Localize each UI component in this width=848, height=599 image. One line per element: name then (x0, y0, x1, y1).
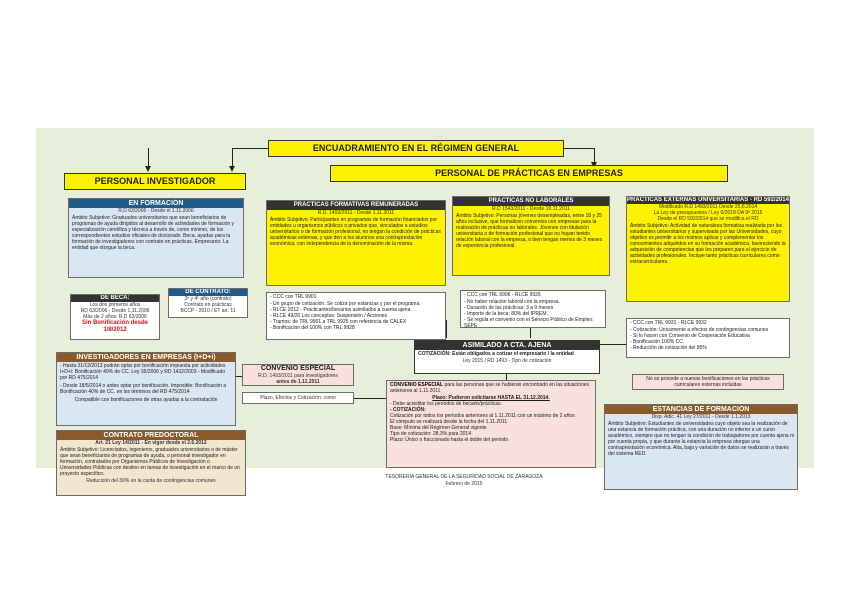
connector-line (446, 320, 447, 338)
practicas-no-laborales-header: PRÁCTICAS NO LABORALES (453, 197, 609, 206)
investigadores-empresas-paragraph: - Desde 18/5/2014 o antes optar por bonificación. Imposible: Bonificación a Bonificación 40% de CC. en los términos del RD 475/2014 (60, 383, 227, 395)
convenio-especial-left-plazo-box (242, 392, 354, 404)
practicas-externas-norma: Modificado R.D 1493/2011 Desde 25.8.2014 (658, 204, 758, 210)
en-formacion-box (68, 198, 244, 278)
connector-line (236, 376, 242, 377)
de-contrato-box (168, 288, 248, 318)
practicas-externas-line: Desde el RD 592/2014 que se modifica el RD (657, 216, 759, 222)
externas-cotizacion-line: - Bonificación 100% CC. (630, 339, 685, 345)
sin-bonificacion-note: Sin Bonificación desde 1/8/2012 (81, 320, 148, 333)
practicas-remuneradas-text: Ámbito Subjetivo: Participantes en programas de formación financiados por entidades u organismos públicos o privados que, vinculados a estudios universitarios o de formación profesional, no tengan la condición de prácticas académicas externas, y que den a los alumnos una contraprestación económica, con independencia de la denominación de la misma. (270, 217, 441, 247)
remuneradas-cotizacion-line: - Tramos: de TRL 9901 a TRL 9925 con referencia de CALEX (270, 319, 407, 325)
convenio-especial-right-line: Plazo: Único o fraccionado hasta el doble del periodo (390, 437, 509, 443)
no-laborales-cotizacion-line: - Importe de la beca: 80% del IPREM. (464, 311, 548, 317)
no-procede-text: No se procede a nuevas bonificaciones en las prácticas curriculares externas incluidas (646, 376, 770, 388)
contrato-predoctoral-box (56, 430, 246, 496)
de-beca-header: DE BECA: (71, 295, 159, 302)
practicas-externas-text: Ámbito Subjetivo: Actividad de naturaleza formativa realizada por los estudiantes universitarios y supervisada por las Universidades, cuyo objetivo es permitir a los mismos aplicar y complementar los conocimientos adquiridos en su formación académica, favoreciendo la adquisición de competencias que les preparen para el ejercicio de actividades profesionales. Incluye tanto prácticas curriculares como extracurriculares. (630, 223, 786, 265)
de-contrato-line: 3º y 4º año (contrato) (184, 296, 232, 302)
convenio-especial-left-box (242, 364, 354, 386)
asimilado-box (414, 340, 600, 374)
estancias-formacion-text: Ámbito Subjetivo: Estudiantes de universidades cuyo objeto sea la realización de una estancia de formación práctica, con una duración no inferior a un curso académico, siempre que no tengan la condición de trabajadores por cuenta ajena ni por cuenta propia, y que durante la estancia la empresa otorgue una contraprestación económica. Alta, baja y variación de datos se realizarán a través del sistema RED. (608, 421, 794, 457)
externas-cotizacion-line: - CCC con TRL 9931 - RLCE 9932 (630, 320, 707, 326)
remuneradas-cotizacion-line: - CCC con TRL 9901 (270, 294, 317, 300)
personal-investigador-title: PERSONAL INVESTIGADOR (64, 173, 246, 190)
convenio-especial-right-plazo: Plazo: Pudieron solicitarse HASTA EL 31.12.2014. (432, 395, 550, 401)
de-beca-line: RD 63/2006 - Desde 1.11.2006 (80, 308, 150, 314)
convenio-especial-left-plazo: Plazo, Efectos y Cotización: como (260, 395, 336, 401)
no-laborales-cotizacion-line: - Se regula el convenio con el Servicio Público de Empleo: SEPE (464, 317, 594, 328)
no-procede-box (632, 374, 784, 390)
no-laborales-cotizacion-line: - Duración de las prácticas: 3 a 9 meses (464, 305, 554, 311)
convenio-especial-right-line: - COTIZACIÓN: (390, 407, 426, 413)
tesoreria-date: Febrero de 2015 (445, 481, 483, 487)
remuneradas-cotizacion-line: - RLCE 2012 - Practicantes/becarios asimilados a cuenta ajena (270, 307, 411, 313)
convenio-especial-right-line: Base: Mínima del Régimen General vigente (390, 425, 487, 431)
contrato-predoctoral-norma: Art. 21 Ley 14/2011 - En vigor desde el 2.6.2012 (95, 440, 207, 446)
externas-cotizacion-line: - Si lo hacen con Convenio de Cooperación Educativa (630, 333, 750, 339)
estancias-formacion-norma: Disp. Adic. 41 Ley 27/2011 - Desde 1.1.2013 (651, 414, 751, 420)
de-beca-line: Los dos primeros años (89, 302, 141, 308)
convenio-especial-right-line: El cómputo se realizará desde la fecha del 1.11.2011 (390, 419, 508, 425)
investigadores-empresas-header: INVESTIGADORES EN EMPRESAS (I+D+i) (57, 353, 235, 362)
convenio-especial-right-title: CONVENIO ESPECIAL (390, 382, 444, 388)
practicas-no-laborales-box (452, 196, 610, 276)
externas-cotizacion-line: - Cotización: Únicamente a efectos de contingencias comunes (630, 327, 769, 333)
no-laborales-cotizacion-line: - CCC con TRL 9906 - RLCE 9926 (464, 292, 541, 298)
main-title: ENCUADRAMIENTO EN EL RÉGIMEN GENERAL (268, 140, 564, 157)
convenio-especial-right-box (386, 380, 596, 468)
en-formacion-norma: R.D 63/2006 - Desde el 1.11.2006 (118, 208, 194, 214)
practicas-externas-line: La Ley de presupuestos / Ley 6/2018 DA 9ª 2015 (653, 210, 763, 216)
estancias-formacion-header: ESTANCIAS DE FORMACIÓN (605, 405, 797, 414)
en-formacion-text: Ámbito Subjetivo: Graduados universitarios que sean beneficiarios de programas de ayuda dirigidos al desarrollo de actividades de formación y especialización científica y técnica a través de, como mínimo, de los correspondientes estudios oficiales de doctorado. Beca, ayudas para la formación de investigadores con contrato en prácticas. Empresario: La entidad que otorgue la beca. (72, 215, 235, 251)
tesoreria-label: TESORERÍA GENERAL DE LA SEGURIDAD SOCIAL DE ZARAGOZA (385, 474, 543, 480)
remuneradas-cotizacion-line: - Bonificación del 100% con TRL 9928 (270, 325, 355, 331)
connector-line (232, 148, 268, 149)
connector-line (564, 148, 594, 149)
no-laborales-cotizacion-line: - No haber relación laboral con la empresa. (464, 299, 560, 305)
practicas-no-laborales-cotizacion-box (460, 290, 606, 328)
practicas-no-laborales-text: Ámbito Subjetivo: Personas jóvenes desempleadas, entre 18 y 25 años inclusive, que formalicen convenios con empresas para la realización de prácticas no laborales. Jóvenes con titulación universitaria o de formación profesional que no hayan tenido relación laboral con la empresa, o bien tengan menos de 3 meses de experiencia profesional. (456, 213, 603, 249)
connector-line (232, 148, 233, 168)
de-contrato-line: Contrato en prácticas (184, 302, 232, 308)
de-beca-box (70, 294, 160, 340)
connector-line (148, 148, 149, 168)
de-contrato-line: BCCP - 2010 / ET art. 11 (180, 308, 236, 314)
asimilado-line: Ley 2015 / RD 1493 - Tipo de cotización (462, 358, 552, 364)
estancias-formacion-box (604, 404, 798, 490)
personal-practicas-title: PERSONAL DE PRÁCTICAS EN EMPRESAS (330, 165, 728, 182)
practicas-externas-cotizacion-box (626, 318, 790, 358)
practicas-remuneradas-box (266, 200, 446, 286)
convenio-especial-left-line: antes de 1.11.2011 (276, 379, 320, 385)
practicas-remuneradas-norma: R.D. 1493/2011 - Desde 1.11.2011 (317, 210, 395, 216)
investigadores-empresas-box (56, 352, 236, 426)
contrato-predoctoral-footer: Reducción del 30% en la cuota de contingencias comunes (86, 478, 216, 484)
asimilado-line: COTIZACIÓN: Están obligados a cotizar el empresario / la entidad (418, 351, 574, 357)
practicas-remuneradas-header: PRÁCTICAS FORMATIVAS REMUNERADAS (267, 201, 445, 210)
convenio-especial-right-line: - Debe acreditar los períodos de becario/prácticas. (390, 401, 503, 407)
convenio-especial-right-intro: para las personas que se hubieran encontrado en las situaciones anteriores al 1.11.2011 (390, 382, 590, 394)
convenio-especial-left-line: R.D. 1493/2011 para investigadores (258, 373, 338, 379)
connector-line (354, 398, 386, 399)
convenio-especial-left-title: CONVENIO ESPECIAL (260, 365, 336, 372)
practicas-externas-box (626, 196, 790, 302)
externas-cotizacion-line: - Reducción de cotización del 95% (630, 345, 707, 351)
asimilado-header: ASIMILADO A CTA. AJENA (415, 341, 599, 350)
remuneradas-cotizacion-line: - RLCE 49/20 Los conceptos: Suspensión / Acciones (270, 313, 388, 319)
arrow-down-icon (229, 166, 235, 172)
connector-line (600, 344, 626, 345)
convenio-especial-right-line: Cotización por todos los períodos anteriores al 1.11.2011 con un máximo de 2 años (390, 413, 575, 419)
practicas-externas-header: PRÁCTICAS EXTERNAS UNIVERSITARIAS - RD 592/2014 (627, 197, 789, 203)
arrow-down-icon (145, 166, 151, 172)
en-formacion-header: EN FORMACIÓN (69, 199, 243, 208)
de-contrato-header: DE CONTRATO: (169, 289, 247, 296)
convenio-especial-right-line: Tipo de cotización: 28,3% para 2014 (390, 431, 471, 437)
connector-line (530, 328, 531, 338)
investigadores-empresas-paragraph: Compatible con bonificaciones de otras ayudas a la contratación (74, 397, 218, 403)
contrato-predoctoral-text: Ámbito Subjetivo: Licenciados, ingenieros, graduados universitarios o de máster que sean beneficiarios de programas de ayuda, o personal investigador en formación, contratados por Organismos Públicos de Investigación o Universidades Públicas con destino en tareas de investigación en el marco de un proyecto específico. (60, 447, 240, 477)
investigadores-empresas-paragraph: - Hasta 31/12/2013 podrán optar por bonificación impuesta por actividades I+D+i: Bonificación 40% de CC. Ley 35/2006 y RD 1432/2003 - Modificado por RD 475/2014 (60, 363, 226, 381)
contrato-predoctoral-header: CONTRATO PREDOCTORAL (57, 431, 245, 440)
practicas-no-laborales-norma: R.D 1543/2011 - Desde 19.11.2011 (492, 206, 570, 212)
remuneradas-cotizacion-line: - Un grupo de cotización. Se cotiza por estancias y por el programa. (270, 301, 421, 307)
practicas-remuneradas-cotizacion-box (266, 292, 446, 340)
de-beca-line: Más de 2 años: R.D 63/2006 (83, 314, 147, 320)
